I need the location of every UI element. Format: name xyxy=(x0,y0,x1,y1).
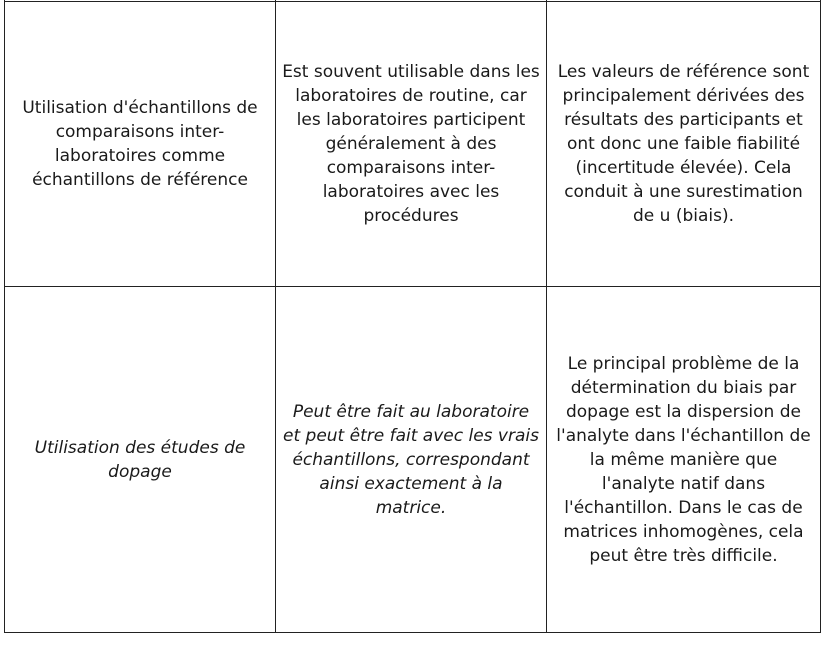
method-cell xyxy=(5,2,276,287)
drawback-cell xyxy=(547,287,821,633)
advantage-text: Est souvent utilisable dans les laboratoires de routine, car les laboratoires participent généralement à des comparaisons inter-laboratoires avec les procédures xyxy=(282,62,540,226)
advantage-cell xyxy=(276,2,547,287)
table-row xyxy=(5,287,821,633)
table-row xyxy=(5,2,821,287)
drawback-cell xyxy=(547,2,821,287)
advantage-cell xyxy=(276,287,547,633)
advantage-text: Peut être fait au laboratoire et peut être fait avec les vrais échantillons, correspondant ainsi exactement à la matrice. xyxy=(283,401,539,518)
comparison-table xyxy=(4,0,821,633)
method-text: Utilisation des études de dopage xyxy=(34,437,246,482)
method-cell xyxy=(5,287,276,633)
method-text: Utilisation d'échantillons de comparaisons inter-laboratoires comme échantillons de référence xyxy=(22,98,258,190)
drawback-text: Le principal problème de la détermination du biais par dopage est la dispersion de l'analyte dans l'échantillon de la même manière que l'analyte natif dans l'échantillon. Dans le cas de matrices inhomogènes, cela peut être très difficile. xyxy=(556,353,811,566)
drawback-text: Les valeurs de référence sont principalement dérivées des résultats des participants et ont donc une faible fiabilité (incertitude élevée). Cela conduit à une surestimation de u (biais). xyxy=(557,62,810,226)
